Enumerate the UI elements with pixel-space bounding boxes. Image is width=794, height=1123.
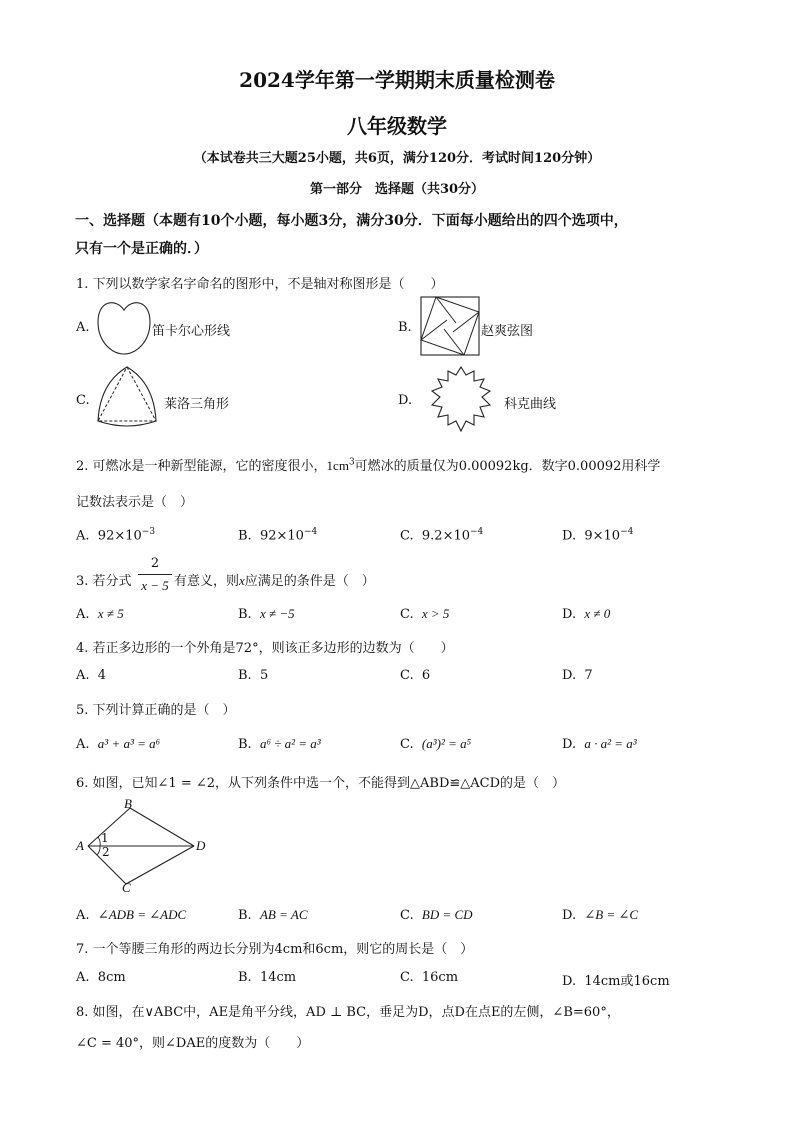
part-heading: 第一部分 选择题（共30分）	[309, 182, 485, 197]
q4-d-letter: D.	[562, 668, 577, 683]
q3-c-letter: C.	[400, 607, 414, 622]
q5-d-letter: D.	[562, 737, 577, 752]
q7-b-letter: B.	[238, 970, 252, 985]
q2-unit: 1cm	[326, 458, 349, 473]
q4-option-c	[400, 668, 430, 683]
exam-title: 2024学年第一学期期末质量检测卷	[239, 68, 555, 92]
q7-d-letter: D.	[562, 974, 577, 989]
q2-option-c	[400, 527, 483, 543]
q4-c-text: 6	[421, 668, 431, 683]
q2-c-base: 9.2×10	[421, 528, 470, 544]
q4-a-letter: A.	[76, 668, 90, 683]
q3-fraction-numerator: 2	[150, 556, 160, 571]
q3-stem-part-c: 应满足的条件是（ ）	[244, 574, 375, 589]
q6-label-d: D	[196, 838, 206, 853]
q2-option-a	[76, 527, 155, 543]
q2-stem-part-c: ．数字0.00092用科学	[528, 459, 661, 474]
q2-b-base: 92×10	[259, 528, 304, 544]
zhao-shuang-diagram	[420, 296, 480, 356]
q3-stem-part-b: 有意义，则	[174, 574, 240, 589]
question-5-stem: 5. 下列计算正确的是（ ）	[76, 703, 236, 718]
q5-option-b	[238, 736, 321, 752]
q4-b-letter: B.	[238, 668, 252, 683]
q1-option-d-label: 科克曲线	[504, 397, 557, 412]
question-8-line1: 8. 如图，在∨ABC中，AE是角平分线，AD ⊥ BC，垂足为D，点D在点E的左侧，∠B=60°，	[76, 1005, 620, 1020]
q7-a-letter: A.	[76, 970, 90, 985]
q3-option-d	[562, 606, 610, 622]
q2-option-b	[238, 527, 317, 543]
q6-angle-2: 2	[102, 845, 110, 859]
q3-option-a	[76, 606, 124, 622]
q2-a-base: 92×10	[97, 528, 142, 544]
q5-option-a	[76, 736, 160, 752]
reuleaux-triangle-figure	[92, 365, 162, 429]
q7-d-text: 14cm或16cm	[584, 974, 670, 989]
q4-option-d	[562, 668, 593, 683]
q3-stem-part-a: 3. 若分式	[76, 574, 132, 589]
q5-a-text: a³ + a³ = a⁶	[97, 736, 161, 751]
q1-option-c-label: 莱洛三角形	[164, 397, 230, 412]
q2-c-letter: C.	[400, 528, 414, 544]
q5-b-letter: B.	[238, 737, 252, 752]
koch-curve-figure	[418, 365, 504, 433]
q7-option-b	[238, 970, 296, 985]
q5-b-text: a⁶ ÷ a² = a³	[259, 736, 321, 751]
q2-a-letter: A.	[76, 528, 90, 544]
q2-d-letter: D.	[562, 528, 577, 544]
q4-c-letter: C.	[400, 668, 414, 683]
q3-fraction-bar	[138, 574, 172, 575]
q1-option-a-label: 笛卡尔心形线	[152, 324, 231, 339]
q3-b-letter: B.	[238, 607, 252, 622]
section-instruction-line1: 一、选择题（本题有10个小题，每小题3分，满分30分．下面每小题给出的四个选项中，	[75, 213, 628, 229]
cardioid-figure	[96, 296, 152, 356]
q4-option-a	[76, 668, 106, 683]
question-1-stem: 1. 下列以数学家名字命名的图形中，不是轴对称图形是（ ）	[76, 277, 444, 292]
q6-kite-figure	[74, 796, 214, 896]
q5-c-text: (a³)² = a⁵	[421, 736, 472, 751]
q5-option-c	[400, 736, 471, 752]
q6-a-letter: A.	[76, 908, 90, 923]
q5-a-letter: A.	[76, 737, 90, 752]
q4-d-text: 7	[584, 668, 593, 683]
question-7-stem: 7. 一个等腰三角形的两边长分别为4cm和6cm，则它的周长是（ ）	[76, 942, 474, 957]
q6-a-text: ∠ADB = ∠ADC	[97, 907, 187, 922]
q6-label-b: B	[124, 796, 132, 811]
q2-stem-part-b: 可燃冰的质量仅为	[354, 459, 459, 474]
q3-var: x	[239, 573, 245, 588]
q6-option-a	[76, 907, 186, 923]
q6-option-c	[400, 907, 473, 923]
q6-angle-1: 1	[101, 831, 109, 845]
q2-b-letter: B.	[238, 528, 252, 544]
q1-option-b-label: 赵爽弦图	[481, 324, 534, 339]
q5-c-letter: C.	[400, 737, 414, 752]
q6-d-text: ∠B = ∠C	[584, 907, 639, 922]
q6-b-text: AB = AC	[259, 907, 308, 922]
q7-option-a	[76, 970, 126, 985]
q7-b-text: 14cm	[259, 970, 297, 985]
q4-option-b	[238, 668, 268, 683]
q7-option-d	[562, 970, 670, 989]
q6-c-text: BD = CD	[421, 907, 473, 922]
q6-c-letter: C.	[400, 908, 414, 923]
q3-a-text: x ≠ 5	[97, 606, 124, 621]
question-4-stem: 4. 若正多边形的一个外角是72°，则该正多边形的边数为（ ）	[76, 641, 454, 656]
exam-note: （本试卷共三大题25小题，共6页，满分120分．考试时间120分钟）	[193, 151, 601, 166]
q5-d-text: a · a² = a³	[584, 736, 637, 751]
q3-fraction-denominator: x − 5	[141, 578, 169, 593]
q2-c-exp: −4	[470, 527, 484, 537]
question-8-line2: ∠C = 40°，则∠DAE的度数为（ ）	[76, 1036, 310, 1051]
q2-stem-part-a: 2. 可燃冰是一种新型能源，它的密度很小，	[76, 459, 327, 474]
q4-b-text: 5	[259, 668, 269, 683]
q7-a-text: 8cm	[97, 970, 126, 985]
exam-subtitle: 八年级数学	[347, 114, 447, 138]
q2-a-exp: −3	[141, 527, 156, 537]
question-2-stem-line1	[76, 455, 660, 474]
q3-c-text: x > 5	[421, 606, 450, 621]
q6-b-letter: B.	[238, 908, 252, 923]
q1-option-a-letter: A.	[76, 320, 90, 335]
q1-option-c-letter: C.	[76, 393, 90, 408]
q7-c-text: 16cm	[421, 970, 459, 985]
q1-option-b-letter: B.	[398, 320, 412, 335]
q3-d-text: x ≠ 0	[584, 606, 611, 621]
q5-option-d	[562, 736, 637, 752]
q3-a-letter: A.	[76, 607, 90, 622]
q6-label-c: C	[122, 880, 131, 895]
q2-unit-sup: 3	[348, 457, 355, 468]
q7-c-letter: C.	[400, 970, 414, 985]
q6-option-d	[562, 907, 638, 923]
q4-a-text: 4	[97, 668, 107, 683]
question-6-stem: 6. 如图，已知∠1 = ∠2，从下列条件中选一个，不能得到△ABD≌△ACD的是（ ）	[76, 776, 566, 791]
q6-option-b	[238, 907, 307, 923]
q1-option-d-letter: D.	[398, 393, 413, 408]
q3-d-letter: D.	[562, 607, 577, 622]
q3-option-b	[238, 606, 295, 622]
q2-option-d	[562, 527, 633, 543]
q2-d-base: 9×10	[584, 528, 621, 544]
q2-b-exp: −4	[303, 527, 318, 537]
section-instruction-line2: 只有一个是正确的．）	[75, 241, 208, 257]
question-2-stem-line2: 记数法表示是（ ）	[76, 495, 194, 510]
q6-label-a: A	[76, 838, 84, 853]
q2-d-exp: −4	[620, 527, 634, 537]
q3-stem-rest	[174, 570, 375, 589]
q3-option-c	[400, 606, 449, 622]
q3-b-text: x ≠ −5	[259, 606, 295, 621]
q6-d-letter: D.	[562, 908, 577, 923]
q2-value: 0.00092kg	[458, 459, 529, 474]
q7-option-c	[400, 970, 458, 985]
